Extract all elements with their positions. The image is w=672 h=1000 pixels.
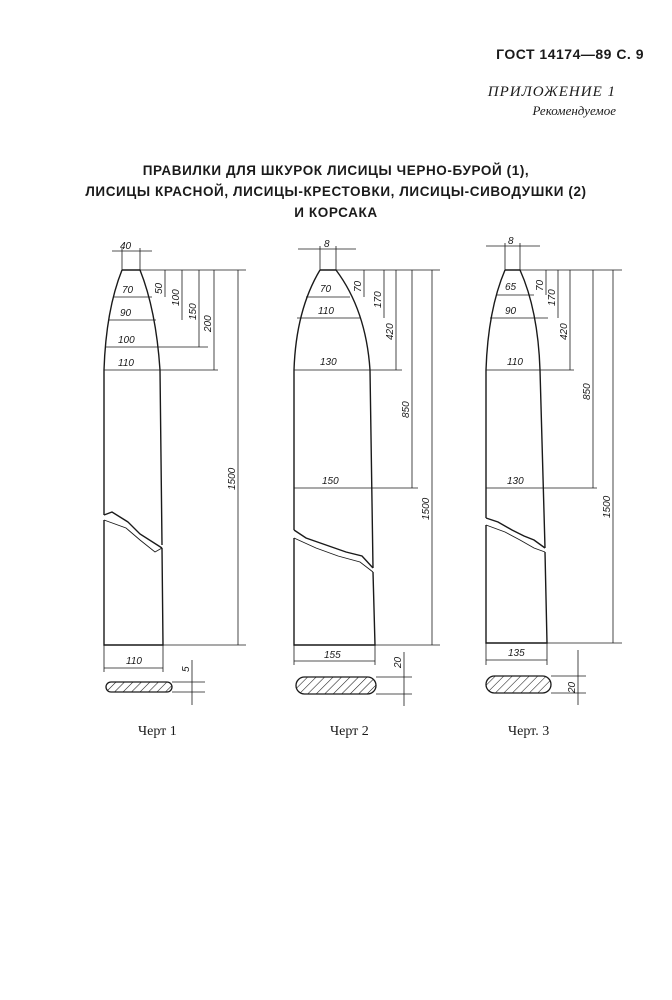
drawing-3-tip-label: 8 [508,236,514,247]
drawing-2-width-4: 150 [322,476,339,487]
drawing-1-length-2: 100 [171,289,182,306]
drawing-3-width-3: 110 [507,357,523,368]
drawing-3-length-3: 420 [559,323,570,340]
drawing-1-tip-label: 40 [120,241,132,252]
drawing-2-thickness: 20 [393,656,404,668]
title-line-2: ЛИСИЦЫ КРАСНОЙ, ЛИСИЦЫ-КРЕСТОВКИ, ЛИСИЦЫ-СИВОДУШКИ (2) [85,184,587,199]
drawing-1-thickness: 5 [181,666,192,672]
title-line-3: И КОРСАКА [294,205,378,220]
drawing-1-length-5: 1500 [227,467,238,490]
drawing-3-length-4: 850 [582,383,593,400]
drawing-2-length-3: 420 [385,323,396,340]
appendix-subtitle: Рекомендуемое [532,103,616,118]
drawing-1-width-3: 100 [118,335,135,346]
drawing-2-width-3: 130 [320,357,337,368]
title-line-1: ПРАВИЛКИ ДЛЯ ШКУРОК ЛИСИЦЫ ЧЕРНО-БУРОЙ (1), [142,163,530,178]
drawing-2 [294,246,440,706]
drawing-2-tip-label: 8 [324,239,330,250]
drawing-3-thickness: 20 [567,681,578,693]
drawing-2-width-1: 70 [320,284,332,295]
drawing-2-length-1: 70 [353,280,364,292]
drawing-2-length-4: 850 [401,401,412,418]
drawing-3-length-1: 70 [535,279,546,291]
drawing-2-bottom-width: 155 [324,650,341,661]
drawing-1-length-1: 50 [154,282,165,294]
drawing-1-length-4: 200 [203,315,214,332]
drawing-1-width-1: 70 [122,285,134,296]
drawing-2-length-5: 1500 [421,497,432,520]
drawing-2-length-2: 170 [373,291,384,308]
drawing-2-caption: Черт 2 [330,724,369,739]
appendix-title: ПРИЛОЖЕНИЕ 1 [487,84,616,100]
drawing-1-bottom-width: 110 [126,656,142,667]
drawing-3-width-1: 65 [505,282,517,293]
drawing-2-width-2: 110 [318,306,334,317]
drawing-3-width-2: 90 [505,306,517,317]
drawing-3-caption: Черт. 3 [508,724,550,739]
drawing-1-width-2: 90 [120,308,132,319]
drawing-3-width-4: 130 [507,476,524,487]
drawing-3-bottom-width: 135 [508,648,525,659]
document-reference: ГОСТ 14174—89 С. 9 [496,46,644,62]
drawing-3-length-5: 1500 [602,495,613,518]
drawing-1-width-4: 110 [118,358,134,369]
drawing-1-length-3: 150 [188,303,199,320]
drawing-3-length-2: 170 [547,289,558,306]
drawing-1-caption: Черт 1 [138,724,177,739]
